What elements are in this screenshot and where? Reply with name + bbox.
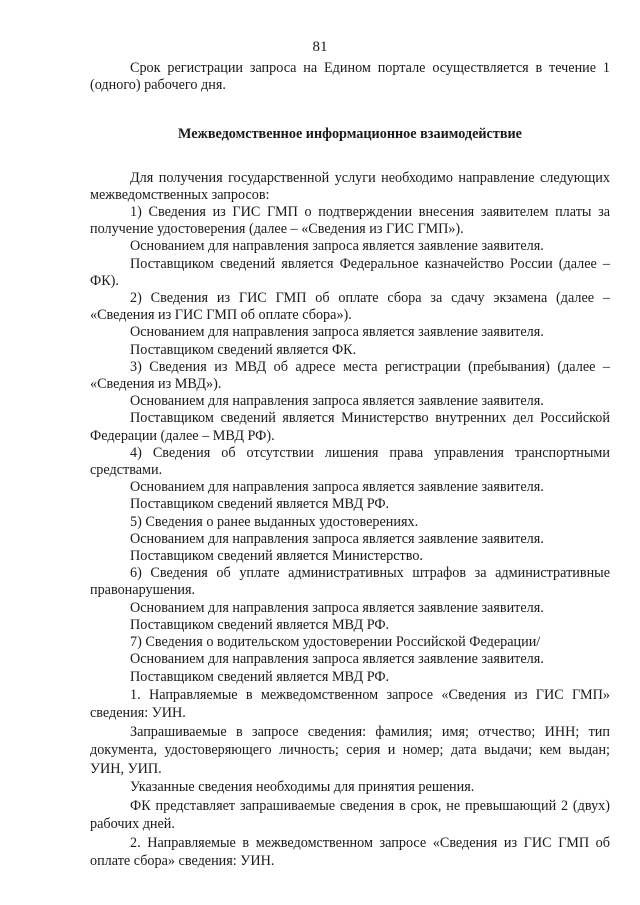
paragraph: 4) Сведения об отсутствии лишения права управления транспортными средствами. xyxy=(90,444,610,479)
paragraph: Основанием для направления запроса является заявление заявителя. xyxy=(130,324,544,341)
paragraph: ФК представляет запрашиваемые сведения в срок, не превышающий 2 (двух) рабочих дней. xyxy=(90,797,610,833)
paragraph: Поставщиком сведений является Министерство. xyxy=(130,548,423,565)
paragraph: 6) Сведения об уплате административных штрафов за административные правонарушения. xyxy=(90,565,610,599)
paragraph: Поставщиком сведений является МВД РФ. xyxy=(130,496,390,513)
paragraph: Поставщиком сведений является Министерство внутренних дел Российской Федерации (далее – МВД РФ). xyxy=(90,410,610,444)
paragraph: Поставщиком сведений является МВД РФ. xyxy=(130,616,390,633)
paragraph: Основанием для направления запроса является заявление заявителя. xyxy=(130,479,544,496)
section-heading: Межведомственное информационное взаимодействие xyxy=(178,126,522,143)
paragraph: Основанием для направления запроса является заявление заявителя. xyxy=(130,651,544,668)
paragraph: 1. Направляемые в межведомственном запросе «Сведения из ГИС ГМП» сведения: УИН. xyxy=(90,686,610,722)
paragraph: 7) Сведения о водительском удостоверении Российской Федерации/ xyxy=(130,634,541,651)
paragraph: Основанием для направления запроса является заявление заявителя. xyxy=(130,238,544,255)
paragraph: Указанные сведения необходимы для принятия решения. xyxy=(130,779,475,796)
paragraph: 2. Направляемые в межведомственном запросе «Сведения из ГИС ГМП об оплате сбора» сведения: УИН. xyxy=(90,834,610,870)
paragraph: 5) Сведения о ранее выданных удостоверениях. xyxy=(130,513,419,530)
paragraph: Поставщиком сведений является ФК. xyxy=(130,341,357,358)
paragraph: 3) Сведения из МВД об адресе места регистрации (пребывания) (далее – «Сведения из МВД»). xyxy=(90,358,610,393)
paragraph: 1) Сведения из ГИС ГМП о подтверждении внесения заявителем платы за получение удостоверения (далее – «Сведения из ГИС ГМП»). xyxy=(90,204,610,238)
paragraph: Основанием для направления запроса является заявление заявителя. xyxy=(130,599,544,616)
page-number: 81 xyxy=(312,39,328,55)
paragraph: 2) Сведения из ГИС ГМП об оплате сбора за сдачу экзамена (далее – «Сведения из ГИС ГМП об оплате сбора»). xyxy=(90,290,610,324)
intro-paragraph: Срок регистрации запроса на Едином портале осуществляется в течение 1 (одного) рабочего дня. xyxy=(90,60,610,94)
paragraph: Для получения государственной услуги необходимо направление следующих межведомственных запросов: xyxy=(90,169,610,203)
paragraph: Поставщиком сведений является МВД РФ. xyxy=(130,668,390,685)
paragraph: Запрашиваемые в запросе сведения: фамилия; имя; отчество; ИНН; тип документа, удостоверяющего личность; серия и номер; дата выдачи; кем выдан; УИН, УИП. xyxy=(90,723,610,777)
paragraph: Основанием для направления запроса является заявление заявителя. xyxy=(130,530,544,547)
document-body xyxy=(90,60,610,871)
paragraph: Поставщиком сведений является Федеральное казначейство России (далее – ФК). xyxy=(90,255,610,289)
paragraph: Основанием для направления запроса является заявление заявителя. xyxy=(130,393,544,410)
